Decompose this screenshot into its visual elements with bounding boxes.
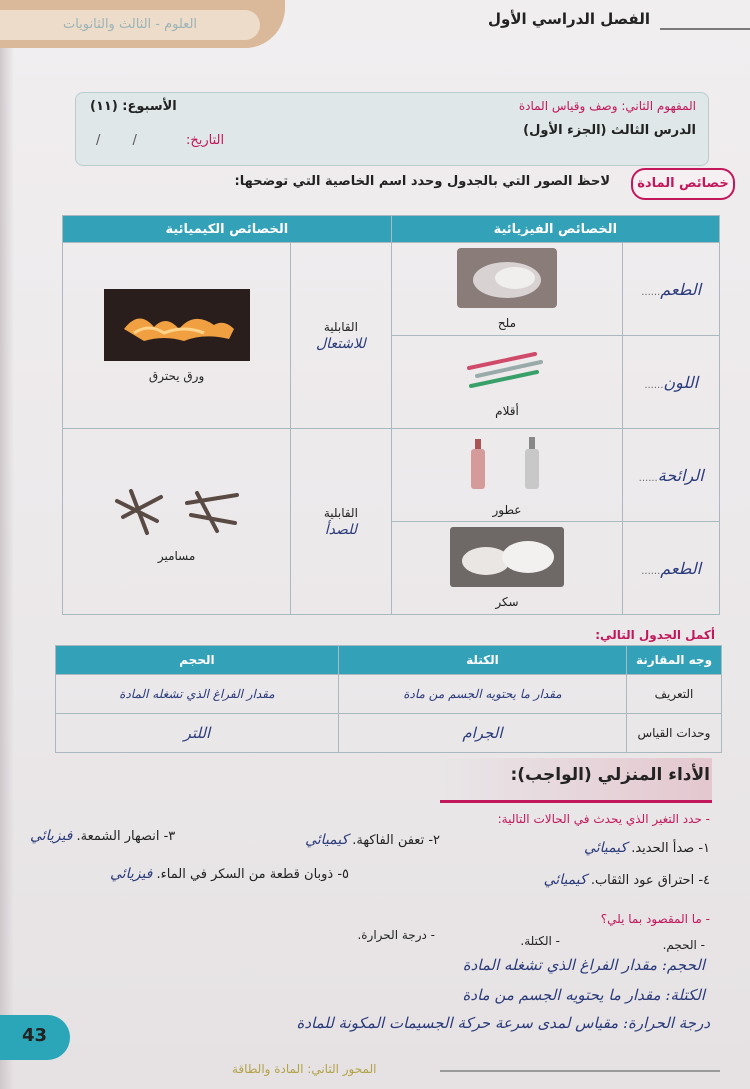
concept-label: المفهوم الثاني: bbox=[621, 99, 696, 113]
physical-image-cell bbox=[391, 243, 623, 336]
col-aspect: وجه المقارنة bbox=[627, 646, 722, 675]
row-label: وحدات القياس bbox=[627, 714, 722, 753]
homework-title: الأداء المنزلي (الواجب): bbox=[510, 765, 710, 785]
mass-value: مقدار ما يحتويه الجسم من مادة bbox=[338, 675, 626, 714]
answer-volume: الحجم: مقدار الفراغ الذي تشغله المادة bbox=[462, 956, 705, 974]
answer-dots: ...... bbox=[644, 379, 664, 391]
image-caption: سكر bbox=[495, 595, 519, 610]
footer-unit: المحور الثاني: المادة والطاقة bbox=[232, 1062, 377, 1076]
item-answer: كيميائي bbox=[543, 872, 587, 888]
answer-dots: ...... bbox=[641, 286, 661, 298]
homework-item bbox=[110, 866, 349, 882]
chemical-answer: للصدأ bbox=[324, 521, 358, 538]
table-row bbox=[56, 675, 722, 714]
nails-image bbox=[107, 481, 247, 541]
row-label: التعريف bbox=[627, 675, 722, 714]
mass-value: الجرام bbox=[338, 714, 626, 753]
date-label: التاريخ: bbox=[186, 133, 225, 148]
chemical-header: الخصائص الكيميائية bbox=[63, 216, 392, 243]
answer-dots: ...... bbox=[641, 565, 661, 577]
concept-line bbox=[519, 99, 696, 113]
question-2: - ما المقصود بما يلي؟ bbox=[600, 912, 710, 926]
item-text: ١- صدأ الحديد. bbox=[631, 841, 710, 856]
table2-title: أكمل الجدول التالي: bbox=[595, 628, 715, 642]
page-number: 43 bbox=[22, 1025, 48, 1046]
footer-divider bbox=[440, 1070, 720, 1072]
physical-answer-cell bbox=[623, 522, 720, 615]
comparison-table bbox=[55, 645, 722, 753]
answer-temperature: درجة الحرارة: مقياس لمدى سرعة حركة الجسيمات المكونة للمادة bbox=[296, 1014, 710, 1032]
sugar-image bbox=[450, 527, 564, 587]
term-title: الفصل الدراسي الأول bbox=[488, 10, 650, 28]
chemical-prefix: القابلية bbox=[323, 319, 358, 334]
physical-answer: الطعم bbox=[660, 279, 702, 299]
col-mass: الكتلة bbox=[338, 646, 626, 675]
page-number-tab bbox=[0, 1015, 70, 1060]
item-answer: فيزيائي bbox=[30, 828, 73, 844]
image-caption: عطور bbox=[492, 503, 522, 518]
lesson-title: الدرس الثالث (الجزء الأول) bbox=[523, 123, 696, 138]
chemical-image-cell bbox=[63, 243, 291, 429]
definition-option: - درجة الحرارة. bbox=[357, 928, 435, 942]
item-text: ٢- تعفن الفاكهة. bbox=[352, 833, 440, 848]
answer-dots: ...... bbox=[638, 472, 658, 484]
physical-answer-cell bbox=[623, 243, 720, 336]
chemical-prefix: القابلية bbox=[323, 505, 358, 520]
physical-answer: الطعم bbox=[660, 558, 702, 578]
chemical-answer-cell bbox=[291, 429, 391, 615]
image-caption: مسامير bbox=[157, 548, 196, 563]
chemical-image-cell bbox=[63, 429, 291, 615]
question-1: - حدد التغير الذي يحدث في الحالات التالية: bbox=[497, 812, 710, 826]
salt-image bbox=[457, 248, 557, 308]
properties-table bbox=[62, 215, 720, 615]
week-number: الأسبوع: (١١) bbox=[90, 99, 177, 114]
physical-answer: الرائحة bbox=[657, 465, 704, 485]
physical-answer-cell bbox=[623, 336, 720, 429]
physical-header: الخصائص الفيزيائية bbox=[391, 216, 719, 243]
page-edge-shadow bbox=[0, 0, 14, 1089]
physical-image-cell bbox=[391, 336, 623, 429]
subject-label: العلوم - الثالث والثانويات bbox=[0, 10, 260, 40]
section-badge: خصائص المادة bbox=[631, 168, 735, 200]
item-answer: كيميائي bbox=[305, 832, 349, 848]
definition-option: - الحجم. bbox=[662, 938, 705, 952]
image-caption: أقلام bbox=[495, 404, 519, 419]
chemical-answer: للاشتعال bbox=[316, 335, 366, 352]
item-text: ٥- ذوبان قطعة من السكر في الماء. bbox=[156, 867, 350, 882]
item-text: ٣- انصهار الشمعة. bbox=[76, 829, 176, 844]
col-volume: الحجم bbox=[56, 646, 339, 675]
physical-image-cell bbox=[391, 522, 623, 615]
perfume-image bbox=[457, 433, 557, 495]
table-row bbox=[56, 714, 722, 753]
section-instruction: لاحظ الصور التي بالجدول وحدد اسم الخاصية التي توضحها: bbox=[234, 174, 610, 189]
chemical-answer-cell bbox=[291, 243, 391, 429]
subject-tab bbox=[0, 0, 285, 48]
pens-image bbox=[457, 346, 557, 396]
definition-option: - الكتلة. bbox=[520, 934, 560, 948]
physical-answer: اللون bbox=[663, 372, 699, 392]
homework-item bbox=[584, 840, 710, 856]
burning-paper-image bbox=[104, 289, 250, 361]
concept-name: وصف وقياس المادة bbox=[518, 99, 618, 113]
lesson-info-box bbox=[75, 92, 709, 166]
date-field: / / bbox=[96, 133, 151, 148]
header-divider bbox=[660, 28, 750, 30]
physical-image-cell bbox=[391, 429, 623, 522]
homework-item bbox=[544, 872, 710, 888]
physical-answer-cell bbox=[623, 429, 720, 522]
item-answer: كيميائي bbox=[584, 840, 628, 856]
answer-mass: الكتلة: مقدار ما يحتويه الجسم من مادة bbox=[462, 986, 705, 1004]
homework-item bbox=[30, 828, 175, 844]
volume-value: مقدار الفراغ الذي تشغله المادة bbox=[56, 675, 339, 714]
volume-value: اللتر bbox=[56, 714, 339, 753]
image-caption: ورق يحترق bbox=[148, 368, 205, 383]
image-caption: ملح bbox=[497, 316, 517, 331]
homework-item bbox=[305, 832, 440, 848]
item-text: ٤- احتراق عود الثقاب. bbox=[590, 873, 710, 888]
item-answer: فيزيائي bbox=[110, 866, 153, 882]
